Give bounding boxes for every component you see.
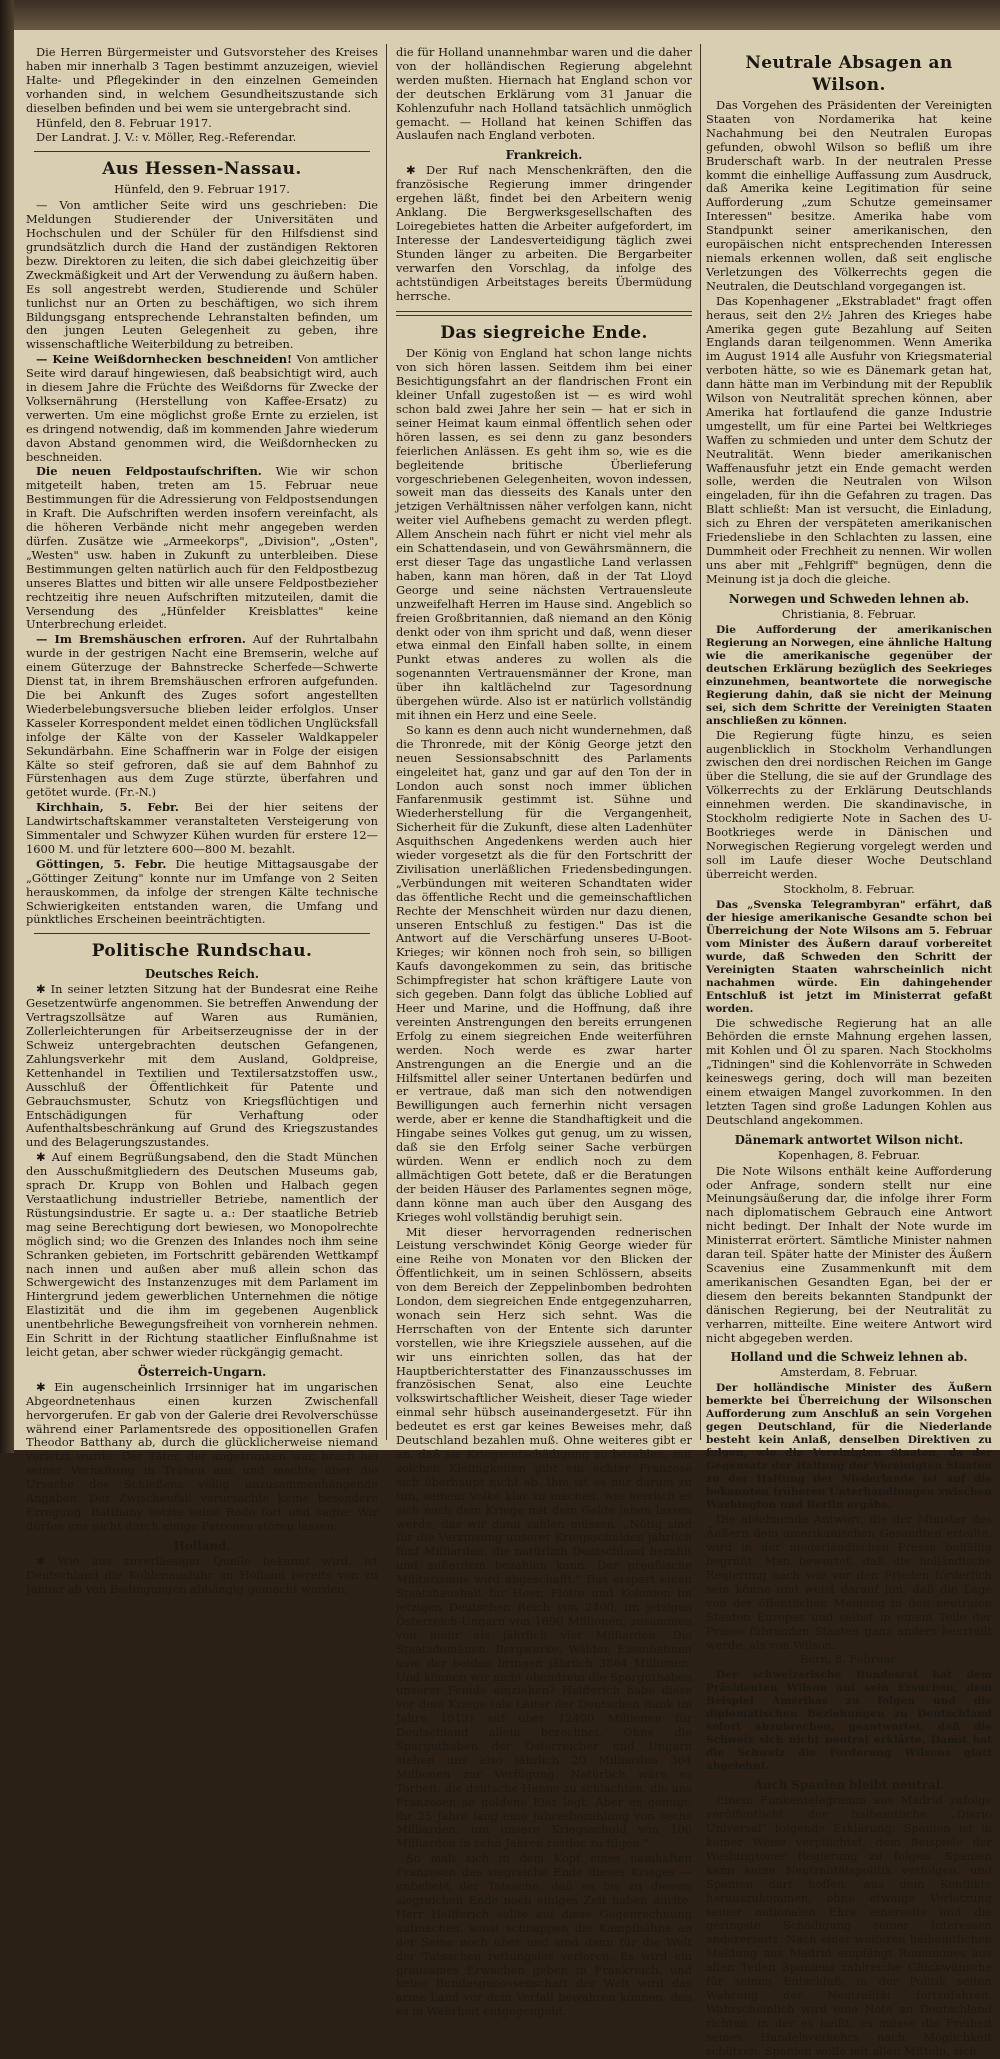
- article-text: Bei der hier seitens der Landwirtschaftskammer veranstalteten Versteigerung von Simmentaler und Schwyzer Kühen wurden für erstere 12—1600 M. und für letztere 600—800 M. bezahlt.: [26, 800, 379, 856]
- column-right: [706, 46, 992, 2058]
- article-paragraph: Mit dieser hervorragenden rednerischen Leistung verschwindet König George wieder für eine Reihe von Monaten vor den Blicken der Öffentlichkeit, um in seinen Schlössern, abseits von dem Bereich der Zeppelinbomben bedrohten London, dem siegreichen Ende entgegenzuharren, wonach sein Herz sich sehnt. Was die Herrschaften von der Entente sich darunter vorstellen, wie ihre Kriegsziele aussehen, auf die wir uns einrichten sollen, das hat der Hauptberichterstatter des Finanzausschusses im französischen Senat, also eine Leuchte volkswirtschaftlicher Weisheit, dieser Tage wieder einmal sehr hübsch auseinandergesetzt. Für ihn bedeutet es erst gar keines Beweises mehr, daß Deutschland bezahlen muß. Ohne weiteres gibt er an, daß sie Kriegsentschädigung zu bezahlen, mit solchen Kleinigkeiten gibt ein echter Franzose sich überhaupt nicht ab. Ihm ist es nur darum zu tun, seinem Volke klar zu machen, wie herrlich es sich nach dem Kriege mit dem Gelde leben lassen werde, das wir dann zahlen müssen. „Nötig sind für die Verzinsung unserer Kriegsschulden jährlich fünf Milliarden, die natürlich Deutschland bezahlt und außerdem bezahlen kann. Der preußische Militarismus wird abgeschafft." Das erspart einen Staatshaushalt für Heer, Flotte und Kolonien im jetzigen Deutschen Reich von 2400, im jetzigen Österreich-Ungarn von 1690 Millionen, zusammen von mehr als jährlich vier Milliarden. Die Staatsdomänen, Bergwerke, Wälder, Eisenbahnen usw. der beiden bringen jährlich 3864 Millionen. Und können wir nicht obendrein die Sparguthaben unserer Feinde einziehen? Helfferich habe diese vor dem Kriege (als Leiter der Deutschen Bank im Jahre 1913) auf über 12400 Millionen für Deutschland allein berechnet. Ohne die Sparguthaben der Österreicher und Ungarn stehen uns also jährlich 20 Milliarden 364 Millionen zur Verfügung. Natürlich wäre es Torheit, die deutsche Henne zu schlachten, die uns Franzosen so goldene Eier legt. Aber es genügt, ihr 25 Jahre lang eine Jahresbezahlung von sechs Milliarden, um unsere Kriegsschuld von 100 Milliarden in zehn Jahren restlos zu tilgen.": [396, 1224, 692, 1851]
- article-paragraph: Das „Svenska Telegrambyran" erfährt, daß der hiesige amerikanische Gesandte schon bei Überreichung der Note Wilsons am 5. Februar vom Minister des Äußern darauf vorbereitet wurde, daß Schweden den Schritt der Vereinigten Staaten wahrscheinlich nicht nachahmen würde. Ein dahingehender Entschluß ist jetzt im Ministerrat gefaßt worden.: [706, 898, 992, 1015]
- column-left: [26, 45, 379, 1596]
- article-paragraph: Die Aufforderung der amerikanischen Regierung an Norwegen, eine ähnliche Haltung wie die amerikanische gegenüber der deutschen Erklärung bezüglich des Seekrieges einzunehmen, beantwortete die norwegische Regierung dahin, daß sie nicht der Meinung sei, sich dem Schritte der Vereinigten Staaten anschließen zu können.: [706, 623, 992, 727]
- article-paragraph: [26, 858, 378, 928]
- article-text: Die heutige Mittagsausgabe der „Göttinger Zeitung" konnte nur im Umfange von 2 Seiten herauskommen, da infolge der strengen Kälte technische Schwierigkeiten entstanden waren, die Umfang und pünktliches Erscheinen beeinträchtigten.: [26, 856, 378, 927]
- dateline: Hünfeld, den 9. Februar 1917.: [114, 182, 290, 197]
- dateline: Bern, 8. Februar.: [799, 1652, 899, 1667]
- article-paragraph: [26, 353, 378, 464]
- article-lead: Göttingen, 5. Febr.: [36, 856, 167, 871]
- section-heading-politische-rundschau: Politische Rundschau.: [91, 941, 313, 962]
- page-top-edge: [0, 0, 1000, 30]
- article-paragraph: So kann es denn auch nicht wundernehmen, daß die Thronrede, mit der König George jetzt den neuen Sessionsabschnitt des Parlaments eingeleitet hat, ganz und gar auf den Ton der in London auch sonst noch immer üblichen Fanfarenmusik gestimmt ist. Sühne und Wiederherstellung für die Vergangenheit, Sicherheit für die Zukunft, diese alten Ladenhüter Asquithschen Angedenkens werden auch hier wieder vorgesetzt als die für den Fortschritt der Zivilisation unerläßlichen Friedensbedingungen. „Verbündungen mit weiteren Schandtaten wider das öffentliche Recht und die gemeinschaftlichen Rechte der Menschheit würden nur dazu dienen, unseren Entschluß zu festigen." Das ist die Antwort auf die Verschärfung unseres U-Boot-Krieges; wir können noch froh sein, so billigen Kaufs davongekommen zu sein, das britische Schimpfregister hat schon kräftigere Laute von sich gegeben. Dann folgt das übliche Loblied auf Heer und Marine, und die Hoffnung, daß ihre vereinten Anstrengungen den bereits errungenen Erfolg zu einem siegreichen Ende weiterführen werden. Noch werde es zwar harter Anstrengungen an die Energie und an die Hilfsmittel aller seiner Untertanen bedürfen und er vertraue, daß man sich den notwendigen Bewilligungen auch fernerhin nicht versagen werde, aber er kenne die Standhaftigkeit und die Hingabe seines Volkes gut genug, um zu wissen, daß sie den Erfolg seiner Sache verbürgen würden. Wenn er endlich noch zu dem allmächtigen Gott betete, daß er die Beratungen der beiden Häuser des Parlamentes segnen möge, dann könne man auch über den Ausgang des Krieges wohl vollständig beruhigt sein.: [396, 722, 692, 1224]
- subheading: Frankreich.: [505, 148, 583, 163]
- article-paragraph: [26, 465, 378, 632]
- newspaper-page: [14, 30, 1000, 2058]
- column-rule: [386, 44, 387, 1440]
- article-paragraph: ✱ In seiner letzten Sitzung hat der Bundesrat eine Reihe Gesetzentwürfe angenommen. Sie betreffen Anwendung der Vertragszollsätze auf Waren aus Rumänien, Zollerleichterungen für Arbeitserzeugnisse der in der Schweiz untergebrachten deutschen Gefangenen, Zahlungsverkehr mit dem Ausland, Goldpreise, Kettenhandel in Textilien und Textilersatzstoffen usw., Ausschluß der Öffentlichkeit für Patente und Gebrauchsmuster, Schutz von Kriegsflüchtigen und Entschädigungen für Verhaftung oder Aufenthaltsbeschränkung auf Grund des Kriegszustandes und des Belagerungszustandes.: [26, 982, 378, 1150]
- subheading: Österreich-Ungarn.: [137, 1364, 267, 1379]
- article-text: Von amtlicher Seite wird darauf hingewiesen, daß beabsichtigt wird, auch in diesem Jahre die Früchte des Weißdorns für Zwecke der Volksernährung (Herstellung von Kaffee-Ersatz) zu verwerten. Um eine möglichst große Ernte zu erzielen, ist es dringend notwendig, daß im kommenden Jahre wiederum davon Abstand genommen wird, die Weißdornhecken zu beschneiden.: [26, 352, 378, 464]
- article-paragraph: Der König von England hat schon lange nichts von sich hören lassen. Seitdem ihm bei einer Besichtigungsfahrt an der flandrischen Front ein kleiner Unfall zugestoßen ist — es wird wohl schon bald zwei Jahre her sein — hat er sich in seiner Heimat kaum einmal öffentlich sehen oder hören lassen, es sei denn zu ganz besonders feierlichen Anlässen. Es geht ihm so, wie es die begleitende britische Überlieferung vorgeschriebenen Gelegenheiten, wovon indessen, soweit man das diesseits des Kanals unter den jetzigen Verhältnissen näher verfolgen kann, nicht weiter viel Aufhebens gemacht zu werden pflegt. Allem Anschein nach führt er nicht viel mehr als ein Schattendasein, und von Gewährsmännern, die erst dieser Tage das ungastliche Land verlassen haben, kann man hören, daß in der Tat Lloyd George und seine nächsten Vertrauensleute unzweifelhaft Herren im Hause sind. Angeblich so freien Großbritannien, daß niemand an den König denkt oder von ihm spricht und daß, wenn dieser etwa einmal den Einfall haben sollte, in einem Punkt etwas anderes zu wollen als die sogenannten Vertrauensmänner der Krone, man über ihn kaltlächelnd zur Tagesordnung übergehen würde. Also ist er natürlich vollständig mit ihnen ein Herz und eine Seele.: [396, 346, 692, 722]
- article-paragraph: ✱ Auf einem Begrüßungsabend, den die Stadt München den Ausschußmitgliedern des Deutschen Museums gab, sprach Dr. Krupp von Bohlen und Halbach gegen Verstaatlichung industrieller Betriebe, namentlich der Rüstungsindustrie. Er sagte u. a.: Der staatliche Betrieb mag seine Berechtigung dort bewiesen, wo Monopolrechte möglich sind; wo die Grenzen des Inlandes noch ihm seine Schranken gebieten, im Fortschritt gebärenden Wettkampf nach innen und außen aber muß allein schon das Schwergewicht des Instanzenzuges mit dem Parlament im Hintergrund jedem gewerblichen Unternehmen die nötige Elastizität und die ihm im gegebenen Augenblick unentbehrliche Bewegungsfreiheit von vornherein nehmen. Ein Schritt in der Richtung staatlicher Einflußnahme ist leicht getan, aber schwer wieder rückgängig gemacht.: [26, 1150, 378, 1359]
- section-heading-hessen-nassau: Aus Hessen-Nassau.: [102, 159, 302, 180]
- article-paragraph: Einem Funkentelegramm aus Madrid zufolge veröffentlicht der halbamtliche „Diario Universal" folgende Erklärung: Spanien ist in keiner Weise verpflichtet, dem Beispiele der Washingtoner Regierung zu folgen. Spanien kann keine Neutralitätspolitik verfolgen, und Spanien darf hoffen, aus dem Konflikte herauszukommen, ohne etwaige Verletzung seiner nationalen Ehre einerseits und die geringste Schädigung seiner Interessen andererseits. Nach einer weiteren halbamtlichen Meldung aus Madrid empfängt Romanones aus allen Teilen Spaniens zahlreiche Glückwünsche für seinen Entschluß, in der Politik seiten Wahrung der Neutralität fortzufahren. Wahrscheinlich wird eine Note an Deutschland richten, in der es heißt, es müsse die Freiheit seines Handelsverkehrs nach Möglichkeit schützen. Spanien wolle mit allen Mitteln, sich: [706, 1793, 992, 2058]
- article-paragraph: Der schweizerische Bundesrat hat dem Präsidenten Wilson auf sein Ersuchen, dem Beispiel Amerikas zu folgen und die diplomatischen Beziehungen zu Deutschland sofort abzubrechen, geantwortet, daß die Schweiz sich nicht neutral erklärte. Damit hat die Schweiz die Forderung Wilsons glatt abgelehnt.: [706, 1669, 992, 1773]
- column-middle: [396, 45, 692, 2019]
- subheading: Norwegen und Schweden lehnen ab.: [728, 591, 970, 606]
- article-paragraph: Der holländische Minister des Äußern bemerkte bei Überreichung der Wilsonschen Aufforderung zum Anschluß an sein Vorgehen gegen Deutschland, für die Niederlande besteht kein Anlaß, denselben Direktiven zu folgen, wie die Vereinigten Staaten, da der Gegensatz der Haltung der Vereinigten Staaten zu der Haltung der Niederlande ist auf die bekannten früheren Unterhandlungen zwischen Washington und Berlin ergäbe.: [706, 1382, 992, 1512]
- dateline: Stockholm, 8. Februar.: [783, 881, 915, 896]
- page-binding-edge: [0, 0, 14, 1453]
- section-heading-siegreiche-ende: Das siegreiche Ende.: [440, 323, 648, 344]
- article-paragraph: Das Kopenhagener „Ekstrabladet" fragt offen heraus, seit den 2½ Jahren des Krieges habe Amerika gegen gute Bezahlung auf Seiten Englands daran teilgenommen. Wenn Amerika im August 1914 alle Ausfuhr von Kriegsmaterial verboten hätte, so wie es Dänemark getan hat, dann hätte man im Verbindung mit der Republik Wilson von Neutralität sprechen können, aber Amerika hat fortlaufend die ganze Industrie umgestellt, um für eine Partei bei Weltkrieges Waffen zu schmieden und unter dem Schutz der Neutralität. Wenn bieder amerikanischen Waffenausfuhr jetzt ein Ende gemacht werden solle, werden die Neutralen von Wilson eingeladen, für ihn die Gefahren zu tragen. Das Blatt schließt: Man ist versucht, die Einladung, sich zu Ehren der verspäteten amerikanischen Friedensliebe in den Schlachten zu lassen, eine Dummheit oder Frechheit zu nennen. Wir wollen uns aber mit „Fehlgriff" begnügen, denn die Meinung ist ja doch die gleiche.: [706, 293, 992, 586]
- article-paragraph: die für Holland unannehmbar waren und die daher von der holländischen Regierung abgelehnt werden mußten. Hiernach hat England schon vor der deutschen Erklärung vom 31 Januar die Kohlenzufuhr nach Holland tatsächlich unmöglich gemacht. — Holland hat keinen Schiffen das Auslaufen nach England verboten.: [396, 45, 692, 143]
- subheading: Auch Spanien bleibt neutral.: [753, 1778, 945, 1793]
- dateline: Amsterdam, 8. Februar.: [780, 1365, 918, 1380]
- article-paragraph: — Von amtlicher Seite wird uns geschrieben: Die Meldungen Studierender der Universitäten und Hochschulen und der Schüler für den Hilfsdienst sind grundsätzlich durch die Hand der zuständigen Rektoren bezw. Direktoren zu leiten, die sich dabei gleichzeitig über Zweckmäßigkeit und Art der Verwendung zu äußern haben. Es soll angestrebt werden, Studierende und Schüler tunlichst nur an Orten zu beschäftigen, wo sich ihrem Bildungsgang entsprechende Lehranstalten befinden, um den jungen Leuten Gelegenheit zu geben, ihre wissenschaftliche Weiterbildung zu betreiben.: [26, 198, 378, 352]
- article-paragraph: [26, 633, 378, 800]
- article-paragraph: ✱ Der Ruf nach Menschenkräften, den die französische Regierung immer dringender ergehen läßt, findet bei den Arbeitern wenig Anklang. Die Bergwerksgesellschaften des Loiregebietes hatten die Arbeiter aufgefordert, im Interesse der Landesverteidigung täglich zwei Stunden länger zu arbeiten. Die Bergarbeiter verwarfen den Vorschlag, da infolge des achtstündigen Arbeitstages bereits Übermüdung herrsche.: [396, 163, 692, 303]
- article-paragraph: Die Note Wilsons enthält keine Aufforderung oder Anfrage, sondern stellt nur eine Meinungsäußerung dar, die infolge ihrer Form nach diplomatischem Gebrauch eine Antwort nicht bedingt. Der Inhalt der Note wurde im Ministerrat erörtert. Sämtliche Minister nahmen daran teil. Später hatte der Minister des Äußern Scavenius eine Zusammenkunft mit dem amerikanischen Gesandten Egan, bei der er diesem den bereits bekannten Standpunkt der dänischen Regierung, bei der Neutralität zu verharren, mitteilte. Eine weitere Antwort wird nicht abgegeben werden.: [706, 1163, 992, 1345]
- article-paragraph: Die schwedische Regierung hat an alle Behörden die ernste Mahnung ergehen lassen, mit Kohlen und Öl zu sparen. Nach Stockholms „Tidningen" sind die Kohlenvorräte in Schweden keineswegs gering, doch will man bezeiten einem etwaigen Mangel zuvorkommen. In den letzten Tagen sind große Ladungen Kohlen aus Deutschland angekommen.: [706, 1015, 992, 1127]
- subheading: Holland und die Schweiz lehnen ab.: [730, 1350, 968, 1365]
- subheading: Dänemark antwortet Wilson nicht.: [734, 1132, 964, 1147]
- notice-date: Hünfeld, den 8. Februar 1917.: [36, 115, 212, 130]
- notice-signature: Der Landrat. J. V.: v. Möller, Reg.-Referendar.: [36, 130, 297, 145]
- article-text: Auf der Ruhrtalbahn wurde in der gestrigen Nacht eine Bremserin, welche auf einem Güterzuge der Bahnstrecke Scherfede—Schwerte Dienst tat, in ihrem Bremshäuschen erfroren aufgefunden. Die bei Ankunft des Zuges sofort angestellten Wiederbelebungsversuche blieben leider erfolglos. Unser Kasseler Korrespondent meldet einen tödlichen Unglücksfall infolge der Kälte von der Kasseler Waldkappeler Sekundärbahn. Eine Schaffnerin war in Folge der eisigen Kälte so steif gefroren, daß sie auf dem Bahnhof zu Fürstenhagen aus dem Zuge stürzte, überfahren und getötet wurde. (Fr.-N.): [26, 632, 378, 800]
- separator: [34, 151, 370, 152]
- article-paragraph: Die ablehnende Antwort, die der Minister des Äußern dem amerikanischen Gesandten erteilte, wird in der niederländischen Presse beifällig begrüßt. Man bewertet, daß die holländische Regierung nach wie vor den Frieden förderlich sein könne und weist darauf hin, daß die Lage von der öffentlichen Meinung in den neutralen Staaten Europas und selbst in einem Teile der Presse führenden Staaten ganz anders beurteilt werde, als von Wilson.: [706, 1512, 992, 1652]
- column-rule: [700, 44, 701, 1440]
- official-notice: Die Herren Bürgermeister und Gutsvorsteher des Kreises haben mir innerhalb 3 Tagen bestimmt anzuzeigen, wieviel Halte- und Pflegekinder in den einzelnen Gemeinden vorhanden sind, in welchem Gesundheitszustande sich dieselben befinden und bei wem sie untergebracht sind.: [26, 45, 378, 115]
- article-paragraph: Das Vorgehen des Präsidenten der Vereinigten Staaten von Nordamerika hat keine Nachahmung bei den Neutralen Europas gefunden, obwohl Wilson so befliß um ihre Bruderschaft warb. In der neutralen Presse kommt die einhellige Auffassung zum Ausdruck, daß Amerika keine Legitimation für seine Aufforderung „zum Schutze gemeinsamer Interessen" besitze. Amerika habe vom Standpunkt seiner amerikanischen, den europäischen nicht entsprechenden Interessen niemals erkennen wollen, daß seit englische Verletzungen des Völkerrechts gegen die Neutralen, die Deutschland vorgegangen ist.: [706, 98, 992, 293]
- subheading: Holland.: [173, 1538, 231, 1553]
- subheading: Deutsches Reich.: [144, 967, 260, 982]
- separator: [34, 933, 370, 934]
- article-paragraph: Die Regierung fügte hinzu, es seien augenblicklich in Stockholm Verhandlungen zwischen den drei nordischen Reichen im Gange über die Stellung, die sie auf der Grundlage des Völkerrechts zu der Erklärung Deutschlands einnehmen werden. Die skandinavische, in Stockholm redigierte Note in Sachen des U-Bootkrieges werde in Dänischen und Norwegischen Regierung vorgelegt werden und soll im Laufe dieser Woche Deutschland überreicht werden.: [706, 727, 992, 881]
- article-paragraph: So malt sich in dem Kopf eines namhaften Franzosen das siegreiche Ende dieses Krieges — unbeliebt der Tatsache, daß es bis zu diesem siegreichen Ende noch einiges Zeit haben dürfte. Herr Helfferich sollte auf diese Gegenrechnung aufmachen, sonst schnappen die Kampfhähne an der Seine noch über und sind dann für die Welt der Tatsachen rettungslos verloren. Es wird ein grausames Erwachen geben in Frankreich, und keine Bundesgenossenschaft der Welt wird das arme Land vor dem Verfall bewahren können, den es in Wahrheit entgegengeht.: [396, 1851, 692, 2019]
- article-lead: Kirchhain, 5. Febr.: [36, 800, 179, 815]
- article-paragraph: ✱ Ein augenscheinlich Irrsinniger hat im ungarischen Abgeordnetenhaus einen kurzen Zwischenfall hervorgerufen. Er gab von der Galerie drei Revolverschüsse während einer Parlamentsrede des oppositionellen Grafen Theodor Batthany ab, durch die glücklicherweise niemand verletzt wurde. Der Täter, der angetrunken war, brach bei seiner Verhaftung in Tränen aus und machte über die Ursache des Schießens völlig unzusammenhängende Angaben. Der Zwischenfall verursachte keine besondere Erregung. Batthany setzte seine Rede fort und sagte: Wir dürfen uns nicht durch einige Patronen stören lassen.: [26, 1379, 378, 1533]
- article-paragraph: [26, 801, 378, 857]
- dateline: Christiania, 8. Februar.: [781, 606, 917, 621]
- article-lead: Die neuen Feldpostaufschriften.: [36, 464, 262, 479]
- dateline: Kopenhagen, 8. Februar.: [777, 1147, 921, 1162]
- article-lead: — Im Bremshäuschen erfroren.: [36, 632, 246, 647]
- separator: [396, 311, 692, 316]
- article-paragraph: ✱ Wie aus zuverlässiger Quelle bekannt wird, ist Deutschland die Kohlenausfuhr an Holland bereits von zu Januar ab von Bedingungen abhängig gemacht worden,: [26, 1553, 378, 1596]
- article-lead: — Keine Weißdornhecken beschneiden!: [36, 352, 293, 367]
- section-heading-neutrale-absagen: Neutrale Absagen an Wilson.: [745, 53, 953, 95]
- article-text: Wie wir schon mitgeteilt haben, treten am 15. Februar neue Bestimmungen für die Adressierung von Feldpostsendungen in Kraft. Die Aufschriften werden insofern vereinfacht, als die höheren Verbände nicht mehr angegeben werden dürfen. Zusätze wie „Armeekorps", „Division", „Osten", „Westen" usw. haben in Zukunft zu unterbleiben. Diese Bestimmungen gelten natürlich auch für den Feldpostbezug unseres Blattes und bitten wir alle unsere Feldpostbezieher rechtzeitig ihre neuen Aufschriften mitzuteilen, damit die Versendung des „Hünfelder Kreisblattes" keine Unterbrechung erleidet.: [26, 464, 378, 632]
